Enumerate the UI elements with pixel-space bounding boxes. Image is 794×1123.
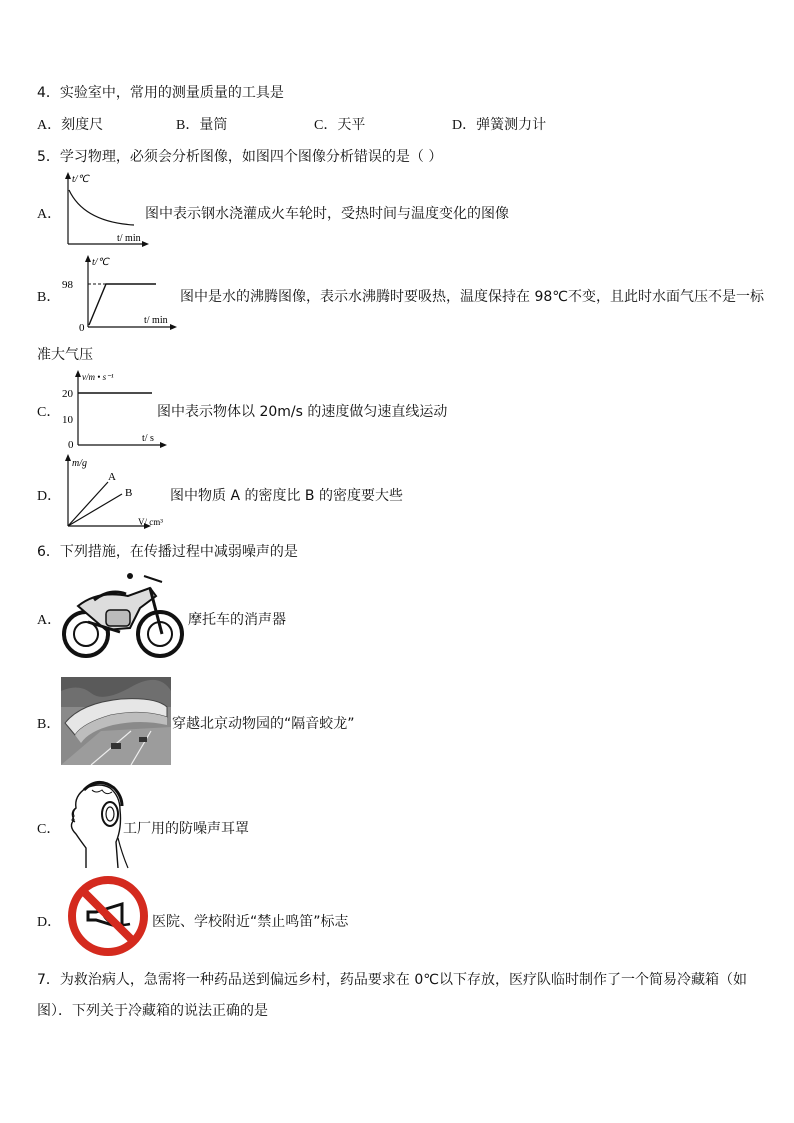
no-horn-sign-icon	[64, 876, 152, 956]
q5-option-d-letter: D．	[37, 489, 62, 504]
q6-option-a-text: 摩托车的消声器	[188, 612, 286, 628]
q5c-velocity-graph	[58, 368, 168, 450]
y-tick-98: 98	[62, 279, 73, 291]
y-tick-20: 20	[62, 388, 73, 400]
q5a-cooling-graph	[62, 170, 152, 250]
origin-label: 0	[68, 439, 74, 450]
q7-stem-line1: 7．为救治病人，急需将一种药品送到偏远乡村，药品要求在 0℃以下存放，医疗队临时制作了一个简易冷藏箱（如	[37, 972, 747, 988]
y-axis-label: v/m • s⁻¹	[82, 372, 114, 382]
option-letter: B．	[176, 118, 200, 133]
q6-option-d-text: 医院、学校附近“禁止鸣笛”标志	[152, 914, 349, 930]
q6-option-a-letter: A．	[37, 613, 62, 628]
q5d-density-graph	[62, 452, 174, 532]
q4-option-d	[452, 114, 546, 134]
q5-option-b-letter: B．	[37, 290, 61, 305]
q5-option-b-text-cont: 准大气压	[37, 347, 93, 363]
option-text: 弹簧测力计	[476, 117, 547, 133]
option-text: 天平	[337, 117, 366, 133]
y-axis-label: t/℃	[92, 257, 109, 268]
origin-label: 0	[79, 322, 85, 333]
q7-stem-line2: 图）．下列关于冷藏箱的说法正确的是	[37, 1003, 268, 1019]
y-axis-label: m/g	[72, 458, 87, 469]
q5-option-c-letter: C．	[37, 405, 61, 420]
q4-option-a	[37, 114, 103, 134]
option-letter: A．	[37, 118, 62, 133]
q5b-boiling-graph	[58, 253, 178, 333]
x-axis-label: t/ min	[144, 315, 168, 326]
q6-option-d-letter: D．	[37, 915, 62, 930]
q5-option-d-text: 图中物质 A 的密度比 B 的密度要大些	[170, 488, 403, 504]
q6-option-b-letter: B．	[37, 717, 61, 732]
sound-barrier-tunnel-photo	[61, 677, 171, 765]
x-axis-label: V/ cm³	[138, 517, 163, 527]
y-tick-10: 10	[62, 414, 73, 426]
line-a-label: A	[108, 471, 116, 483]
option-text: 刻度尺	[61, 117, 104, 133]
option-text: 量筒	[199, 117, 228, 133]
q6-option-b-text: 穿越北京动物园的“隔音蛟龙”	[172, 716, 355, 732]
line-b-label: B	[125, 487, 133, 499]
option-letter: C．	[314, 118, 338, 133]
q5-option-b-text: 图中是水的沸腾图像，表示水沸腾时要吸热，温度保持在 98℃不变，且此时水面气压不是一标	[180, 289, 764, 305]
q4-option-b	[176, 114, 227, 134]
y-axis-label: t/℃	[72, 174, 89, 185]
q5-option-c-text: 图中表示物体以 20m/s 的速度做匀速直线运动	[157, 404, 448, 420]
option-letter: D．	[452, 118, 477, 133]
x-axis-label: t/ s	[142, 433, 154, 444]
q5-option-a-text: 图中表示钢水浇灌成火车轮时，受热时间与温度变化的图像	[145, 206, 509, 222]
motorcycle-icon	[58, 566, 186, 662]
x-axis-label: t/ min	[117, 233, 141, 244]
q4-option-c	[314, 114, 365, 134]
q4-stem: 4．实验室中，常用的测量质量的工具是	[37, 85, 284, 101]
q6-option-c-text: 工厂用的防噪声耳罩	[123, 821, 249, 837]
q5-option-a-letter: A．	[37, 207, 62, 222]
q5-stem: 5．学习物理，必须会分析图像，如图四个图像分析错误的是（ ）	[37, 149, 443, 165]
q6-stem: 6．下列措施，在传播过程中减弱噪声的是	[37, 544, 298, 560]
q6-option-c-letter: C．	[37, 822, 61, 837]
